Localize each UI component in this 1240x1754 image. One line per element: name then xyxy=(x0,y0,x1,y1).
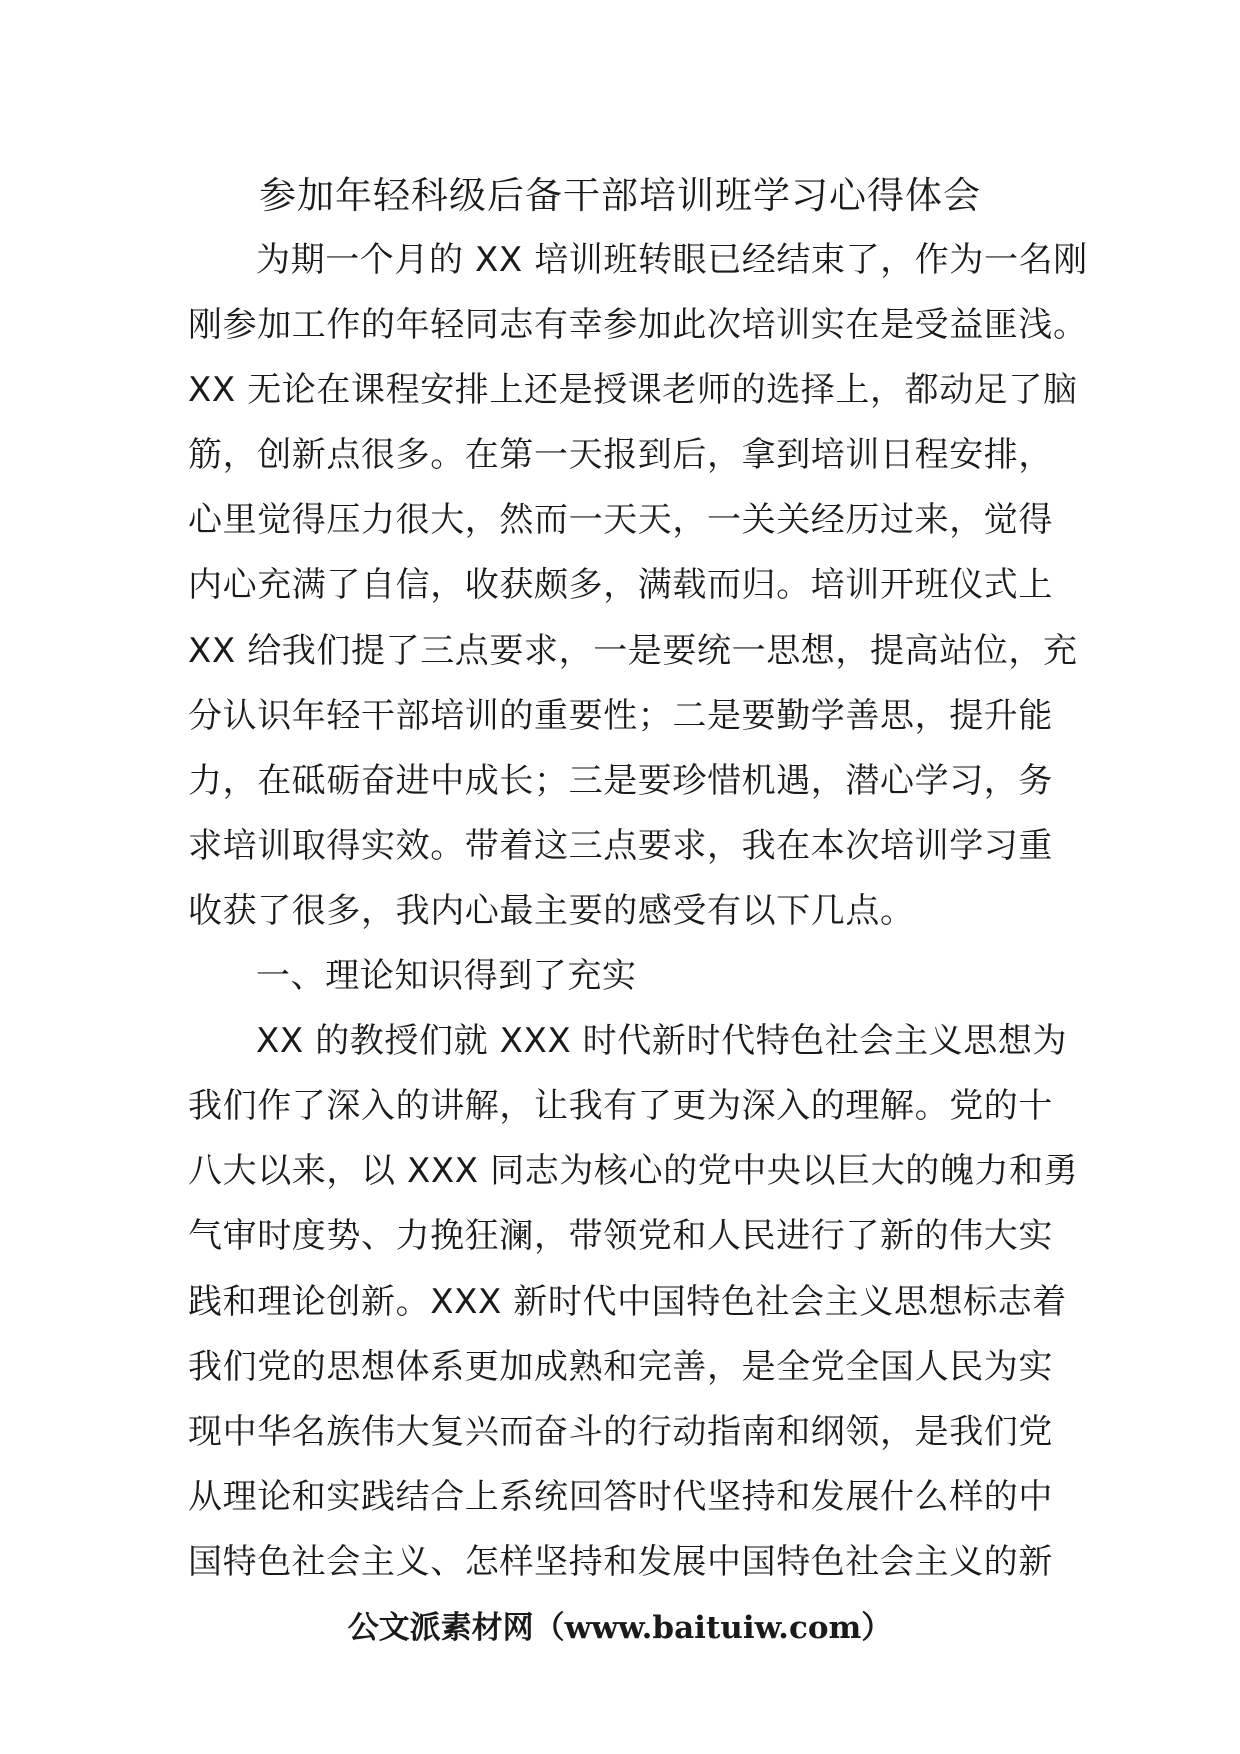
document-title: 参加年轻科级后备干部培训班学习心得体会 xyxy=(259,174,981,217)
text-line: 分认识年轻干部培训的重要性；二是要勤学善思，提升能 xyxy=(188,695,1053,736)
text-line: XX 的教授们就 XXX 时代新时代特色社会主义思想为 xyxy=(256,1021,1068,1062)
text-line: 力，在砥砺奋进中成长；三是要珍惜机遇，潜心学习，务 xyxy=(188,760,1053,801)
text-line: 心里觉得压力很大，然而一天天，一关关经历过来，觉得 xyxy=(188,500,1053,541)
footer-watermark: 公文派素材网（www.baituiw.com） xyxy=(347,1610,893,1646)
text-line: 我们作了深入的讲解，让我有了更为深入的理解。党的十 xyxy=(188,1086,1053,1127)
text-line: 现中华名族伟大复兴而奋斗的行动指南和纲领，是我们党 xyxy=(188,1411,1053,1452)
text-line: 收获了很多，我内心最主要的感受有以下几点。 xyxy=(188,890,915,931)
text-line: 筋，创新点很多。在第一天报到后，拿到培训日程安排， xyxy=(188,435,1053,476)
text-line: 气审时度势、力挽狂澜，带领党和人民进行了新的伟大实 xyxy=(188,1216,1053,1257)
text-line: 一、理论知识得到了充实 xyxy=(256,956,637,997)
text-line: XX 给我们提了三点要求，一是要统一思想，提高站位，充 xyxy=(188,630,1078,671)
text-line: 为期一个月的 XX 培训班转眼已经结束了，作为一名刚 xyxy=(256,240,1088,280)
text-line: 我们党的思想体系更加成熟和完善，是全党全国人民为实 xyxy=(188,1346,1053,1387)
text-line: 求培训取得实效。带着这三点要求，我在本次培训学习重 xyxy=(188,825,1053,866)
text-line: XX 无论在课程安排上还是授课老师的选择上，都动足了脑 xyxy=(188,370,1078,411)
text-line: 内心充满了自信，收获颇多，满载而归。培训开班仪式上 xyxy=(188,565,1053,606)
text-line: 从理论和实践结合上系统回答时代坚持和发展什么样的中 xyxy=(188,1476,1053,1517)
text-line: 践和理论创新。XXX 新时代中国特色社会主义思想标志着 xyxy=(188,1281,1067,1322)
text-line: 国特色社会主义、怎样坚持和发展中国特色社会主义的新 xyxy=(188,1541,1053,1582)
text-line: 刚参加工作的年轻同志有幸参加此次培训实在是受益匪浅。 xyxy=(188,305,1088,346)
document-body xyxy=(188,228,1088,1595)
text-line: 八大以来，以 XXX 同志为核心的党中央以巨大的魄力和勇 xyxy=(188,1151,1079,1192)
